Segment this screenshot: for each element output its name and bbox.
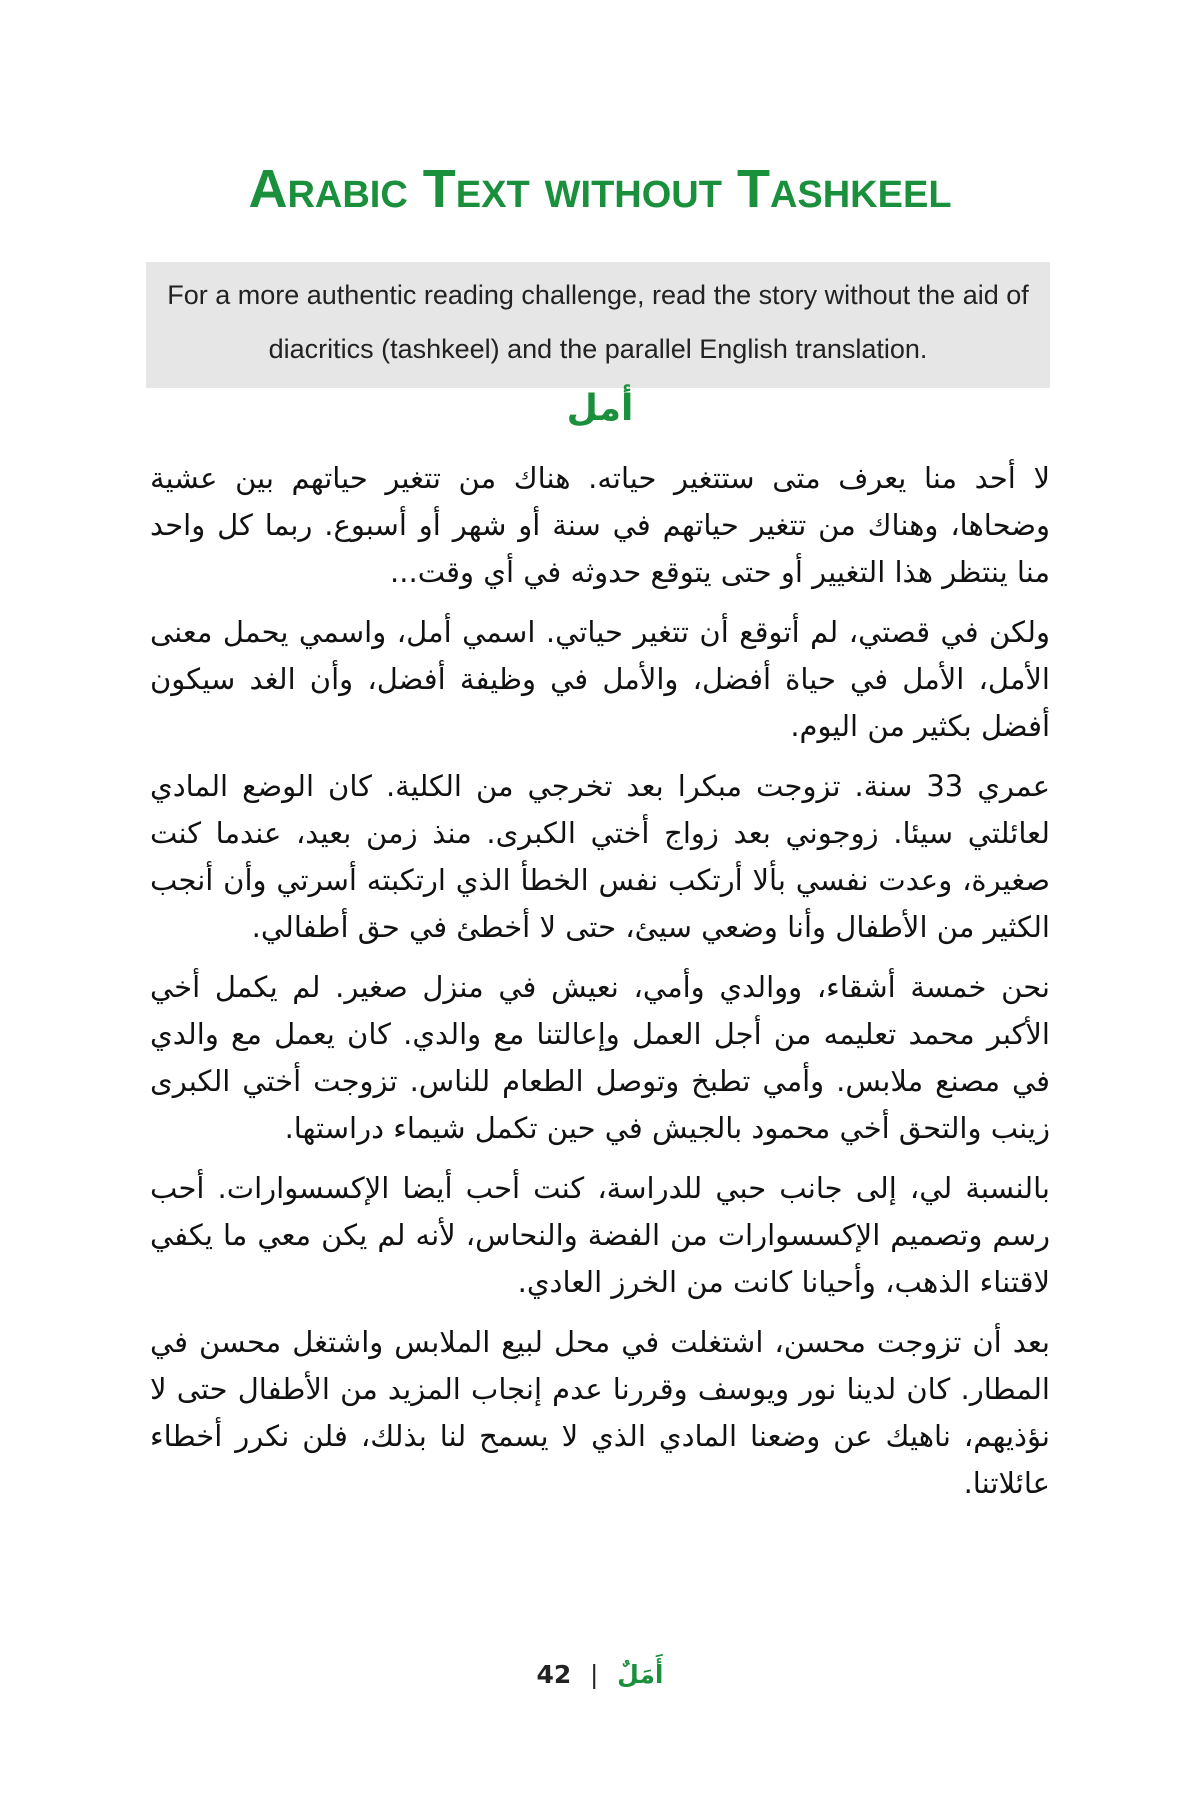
page-title: Arabic Text without Tashkeel [248, 159, 952, 219]
paragraph: بالنسبة لي، إلى جانب حبي للدراسة، كنت أحب أيضا الإكسسوارات. أحب رسم وتصميم الإكسسوارات من الفضة والنحاس، لأنه لم يكن معي ما يكفي لاقتناء الذهب، وأحيانا كانت من الخرز العادي. [150, 1171, 1050, 1299]
intro-box: For a more authentic reading challenge, read the story without the aid of diacritics (tashkeel) and the parallel English translation. [146, 262, 1050, 388]
footer-story-name: أَمَلٌ [617, 1660, 664, 1689]
footer-separator: | [589, 1660, 599, 1689]
paragraph: بعد أن تزوجت محسن، اشتغلت في محل لبيع الملابس واشتغل محسن في المطار. كان لدينا نور ويوسف وقررنا عدم إنجاب المزيد من الأطفال حتى لا نؤذيهم، ناهيك عن وضعنا المادي الذي لا يسمح لنا بذلك، فلن نكرر أخطاء عائلاتنا. [150, 1325, 1050, 1500]
paragraph: نحن خمسة أشقاء، ووالدي وأمي، نعيش في منزل صغير. لم يكمل أخي الأكبر محمد تعليمه من أجل العمل وإعالتنا مع والدي. كان يعمل مع والدي في مصنع ملابس. وأمي تطبخ وتوصل الطعام للناس. تزوجت أختي الكبرى زينب والتحق أخي محمود بالجيش في حين تكمل شيماء دراستها. [150, 970, 1050, 1145]
page-number: 42 [536, 1660, 572, 1689]
paragraph: عمري 33 سنة. تزوجت مبكرا بعد تخرجي من الكلية. كان الوضع المادي لعائلتي سيئا. زوجوني بعد زواج أختي الكبرى. منذ زمن بعيد، عندما كنت صغيرة، وعدت نفسي بألا أرتكب نفس الخطأ الذي ارتكبته أسرتي وأن أنجب الكثير من الأطفال وأنا وضعي سيئ، حتى لا أخطئ في حق أطفالي. [150, 769, 1050, 944]
paragraph: ولكن في قصتي، لم أتوقع أن تتغير حياتي. اسمي أمل، واسمي يحمل معنى الأمل، الأمل في حياة أفضل، والأمل في وظيفة أفضل، وأن الغد سيكون أفضل بكثير من اليوم. [150, 615, 1050, 743]
page-footer [0, 1660, 1200, 1689]
paragraph: لا أحد منا يعرف متى ستتغير حياته. هناك من تتغير حياتهم بين عشية وضحاها، وهناك من تتغير حياتهم في سنة أو شهر أو أسبوع. ربما كل واحد منا ينتظر هذا التغيير أو حتى يتوقع حدوثه في أي وقت... [150, 461, 1050, 589]
story-title: أمل [566, 388, 634, 429]
story-body [150, 455, 1050, 1520]
